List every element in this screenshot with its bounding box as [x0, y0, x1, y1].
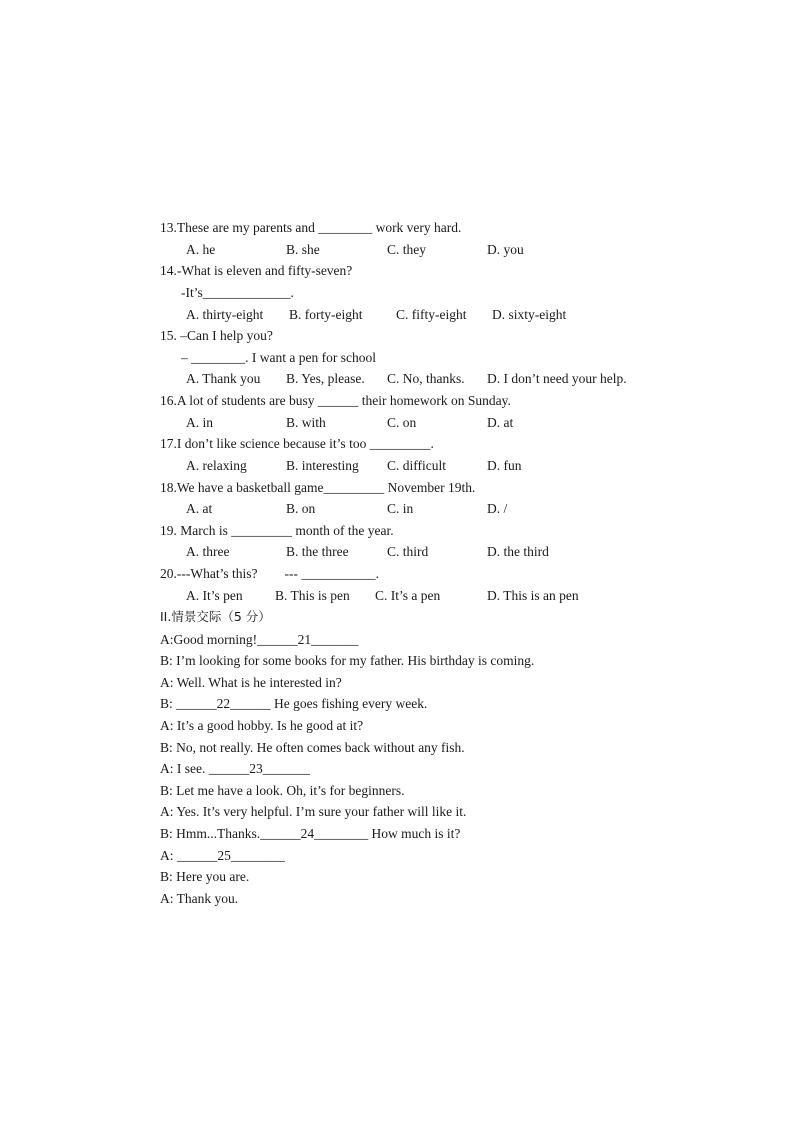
q19-option-d: D. the third: [487, 544, 549, 559]
dialogue-line-7: A: I see. ______23_______: [160, 761, 310, 776]
q20-option-c: C. It’s a pen: [375, 588, 441, 603]
dialogue-line-8: B: Let me have a look. Oh, it’s for beginners.: [160, 783, 405, 798]
dialogue-line-9: A: Yes. It’s very helpful. I’m sure your father will like it.: [160, 804, 467, 819]
q17-option-b: B. interesting: [286, 458, 359, 473]
q13-option-c: C. they: [387, 242, 426, 257]
question-18-stem: 18.We have a basketball game_________ November 19th.: [160, 480, 476, 495]
question-15-stem: 15. –Can I help you?: [160, 328, 273, 343]
section-2-title: II.情景交际（5 分）: [160, 609, 271, 624]
question-14-stem: 14.-What is eleven and fifty-seven?: [160, 263, 353, 278]
q15-option-a: A. Thank you: [186, 371, 261, 386]
q18-option-d: D. /: [487, 501, 508, 516]
dialogue-line-13: A: Thank you.: [160, 891, 239, 906]
q17-option-a: A. relaxing: [186, 458, 247, 473]
dialogue-line-10: B: Hmm...Thanks.______24________ How much is it?: [160, 826, 461, 841]
dialogue-line-1: A:Good morning!______21_______: [160, 632, 359, 647]
question-17-stem: 17.I don’t like science because it’s too _________.: [160, 436, 434, 451]
q18-option-b: B. on: [286, 501, 316, 516]
dialogue-line-6: B: No, not really. He often comes back without any fish.: [160, 740, 465, 755]
dialogue-line-2: B: I’m looking for some books for my father. His birthday is coming.: [160, 653, 535, 668]
question-19-stem: 19. March is _________ month of the year.: [160, 523, 394, 538]
q14-option-a: A. thirty-eight: [186, 307, 264, 322]
dialogue-line-11: A: ______25________: [160, 848, 285, 863]
q15-option-b: B. Yes, please.: [286, 371, 365, 386]
dialogue-line-4: B: ______22______ He goes fishing every week.: [160, 696, 428, 711]
q16-option-d: D. at: [487, 415, 514, 430]
q16-option-c: C. on: [387, 415, 417, 430]
q13-option-d: D. you: [487, 242, 524, 257]
q17-option-d: D. fun: [487, 458, 522, 473]
dialogue-line-5: A: It’s a good hobby. Is he good at it?: [160, 718, 364, 733]
question-13-stem: 13.These are my parents and ________ work very hard.: [160, 220, 462, 235]
question-15-answer-line: – ________. I want a pen for school: [181, 350, 376, 365]
q18-option-a: A. at: [186, 501, 213, 516]
question-14-answer-line: -It’s_____________.: [181, 285, 294, 300]
q20-option-d: D. This is an pen: [487, 588, 579, 603]
question-16-stem: 16.A lot of students are busy ______ their homework on Sunday.: [160, 393, 511, 408]
q14-option-d: D. sixty-eight: [492, 307, 567, 322]
q19-option-b: B. the three: [286, 544, 349, 559]
q18-option-c: C. in: [387, 501, 414, 516]
dialogue-line-3: A: Well. What is he interested in?: [160, 675, 342, 690]
q20-option-b: B. This is pen: [275, 588, 350, 603]
dialogue-line-12: B: Here you are.: [160, 869, 250, 884]
q19-option-a: A. three: [186, 544, 230, 559]
q15-option-c: C. No, thanks.: [387, 371, 465, 386]
q14-option-b: B. forty-eight: [289, 307, 363, 322]
q13-option-b: B. she: [286, 242, 320, 257]
q15-option-d: D. I don’t need your help.: [487, 371, 627, 386]
q17-option-c: C. difficult: [387, 458, 446, 473]
q20-option-a: A. It’s pen: [186, 588, 243, 603]
q13-option-a: A. he: [186, 242, 216, 257]
q16-option-a: A. in: [186, 415, 213, 430]
q14-option-c: C. fifty-eight: [396, 307, 467, 322]
question-20-stem: 20.---What’s this? --- ___________.: [160, 566, 379, 581]
q16-option-b: B. with: [286, 415, 326, 430]
q19-option-c: C. third: [387, 544, 429, 559]
